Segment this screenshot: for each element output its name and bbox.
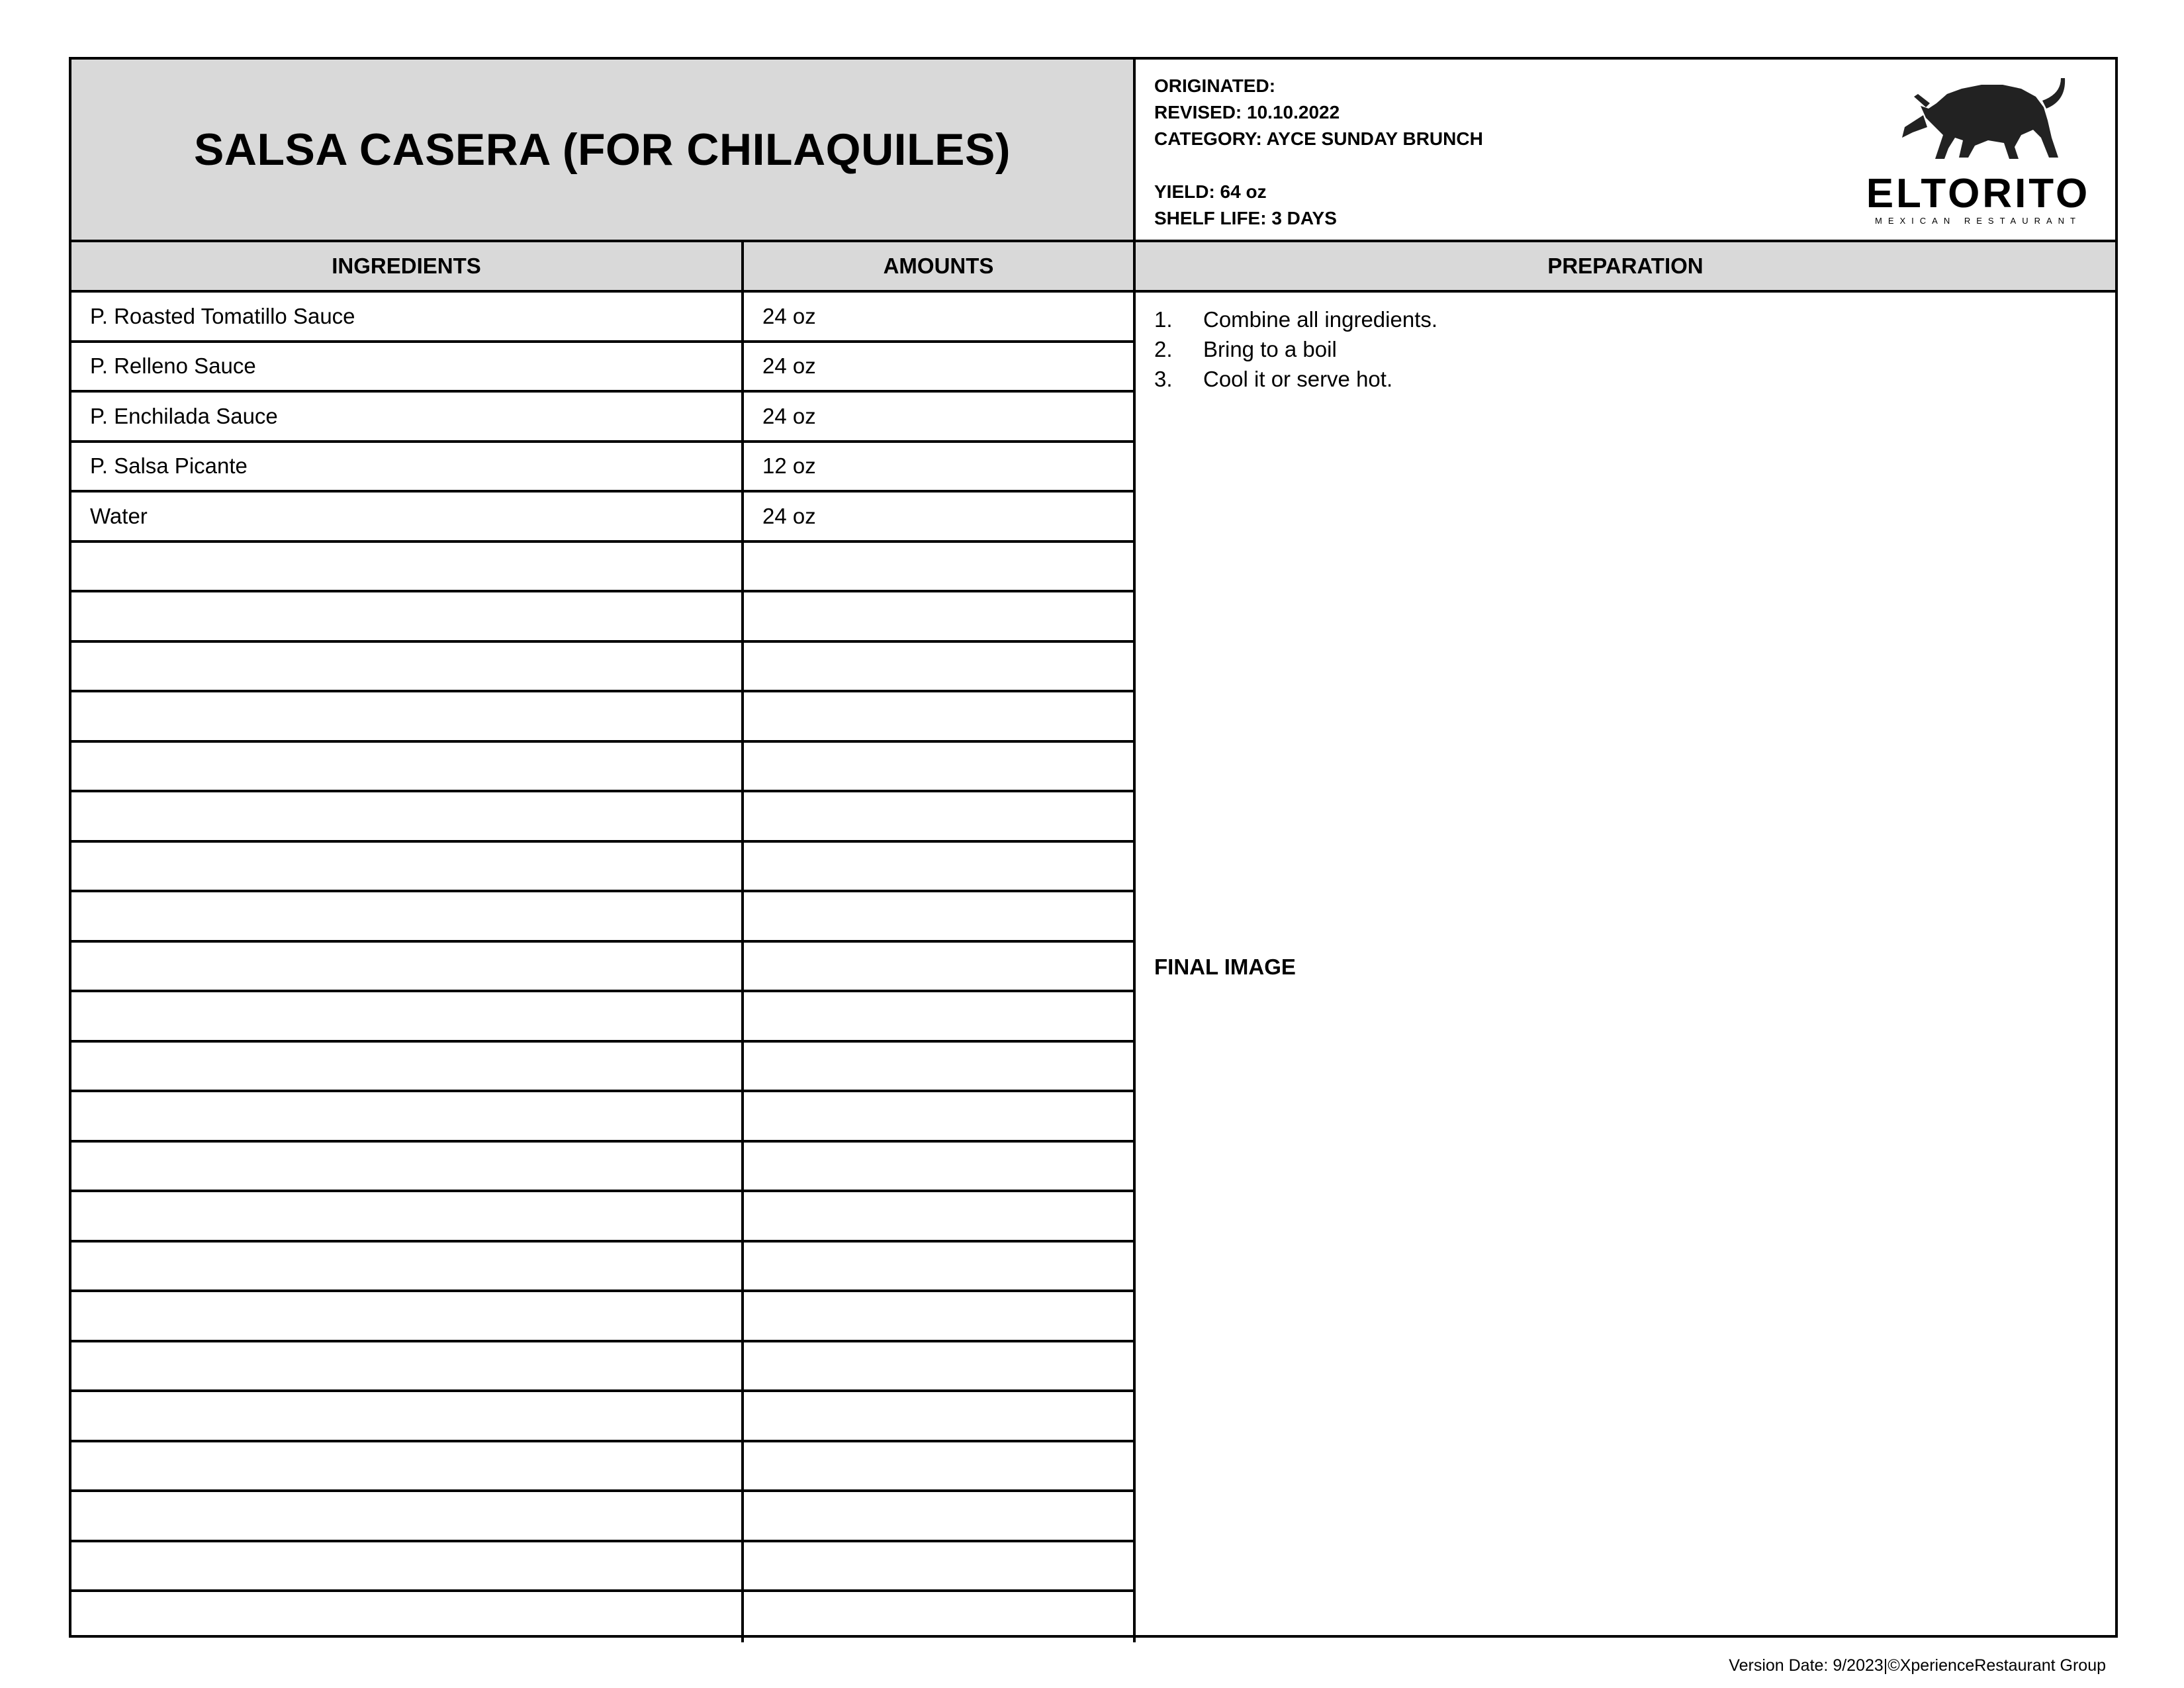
meta-info — [1154, 73, 1483, 232]
ingredient-cell — [71, 1442, 744, 1490]
step-text: Cool it or serve hot. — [1203, 367, 1393, 391]
ingredients-header: INGREDIENTS — [71, 242, 744, 293]
preparation-header: PREPARATION — [1136, 242, 2115, 293]
table-row — [71, 1143, 1136, 1193]
final-image-label: FINAL IMAGE — [1154, 955, 1296, 979]
table-row — [71, 1492, 1136, 1542]
recipe-sheet — [69, 57, 2118, 1638]
ingredients-table — [71, 293, 1136, 1642]
step-text: Bring to a boil — [1203, 337, 1337, 361]
ingredient-cell — [71, 1342, 744, 1390]
amount-cell — [744, 1292, 1136, 1340]
amount-cell: 12 oz — [744, 443, 1136, 491]
bull-icon — [1862, 74, 2094, 173]
ingredient-cell: P. Enchilada Sauce — [71, 393, 744, 440]
ingredient-cell — [71, 792, 744, 840]
amount-cell — [744, 1592, 1136, 1642]
preparation-step — [1154, 334, 1437, 364]
table-row — [71, 843, 1136, 893]
preparation-step — [1154, 305, 1437, 334]
ingredient-cell: Water — [71, 492, 744, 540]
ingredient-cell — [71, 1092, 744, 1140]
ingredient-cell — [71, 1143, 744, 1190]
ingredient-cell — [71, 1292, 744, 1340]
amount-cell: 24 oz — [744, 293, 1136, 340]
category-line: CATEGORY: AYCE SUNDAY BRUNCH — [1154, 128, 1483, 149]
amount-cell: 24 oz — [744, 343, 1136, 391]
amount-cell — [744, 692, 1136, 740]
amount-cell — [744, 543, 1136, 590]
logo-wordmark: ELTORITO — [1866, 171, 2091, 216]
amount-cell: 24 oz — [744, 393, 1136, 440]
amount-cell — [744, 1243, 1136, 1290]
preparation-steps — [1154, 305, 1437, 394]
amount-cell — [744, 643, 1136, 690]
amount-cell — [744, 1492, 1136, 1540]
table-row — [71, 1243, 1136, 1293]
recipe-title: SALSA CASERA (FOR CHILAQUILES) — [194, 124, 1011, 175]
ingredient-cell — [71, 1243, 744, 1290]
ingredient-cell: P. Roasted Tomatillo Sauce — [71, 293, 744, 340]
table-row — [71, 1292, 1136, 1342]
ingredient-cell — [71, 1542, 744, 1590]
step-number: 1. — [1154, 307, 1173, 332]
ingredient-cell — [71, 643, 744, 690]
ingredient-cell — [71, 1192, 744, 1240]
shelf-life-line: SHELF LIFE: 3 DAYS — [1154, 208, 1337, 228]
ingredient-cell — [71, 892, 744, 940]
table-row — [71, 743, 1136, 793]
step-text: Combine all ingredients. — [1203, 307, 1438, 332]
ingredient-cell — [71, 992, 744, 1040]
ingredient-cell — [71, 743, 744, 790]
ingredient-cell: P. Relleno Sauce — [71, 343, 744, 391]
table-row — [71, 1043, 1136, 1093]
amount-cell — [744, 1143, 1136, 1190]
title-cell — [71, 60, 1136, 242]
ingredient-cell — [71, 1592, 744, 1642]
ingredient-cell — [71, 943, 744, 990]
step-number: 2. — [1154, 337, 1173, 361]
ingredient-cell — [71, 1492, 744, 1540]
amount-cell — [744, 1043, 1136, 1090]
amount-cell — [744, 1542, 1136, 1590]
table-row — [71, 492, 1136, 543]
amount-cell — [744, 743, 1136, 790]
amount-cell — [744, 892, 1136, 940]
table-row — [71, 592, 1136, 643]
table-row — [71, 543, 1136, 593]
ingredient-cell: P. Salsa Picante — [71, 443, 744, 491]
logo-subtitle: MEXICAN RESTAURANT — [1875, 216, 2081, 226]
table-row — [71, 1542, 1136, 1593]
table-row — [71, 343, 1136, 393]
el-torito-logo — [1862, 74, 2094, 226]
amount-cell — [744, 1342, 1136, 1390]
amount-cell — [744, 792, 1136, 840]
table-row — [71, 692, 1136, 743]
table-row — [71, 892, 1136, 943]
ingredient-cell — [71, 592, 744, 640]
amount-cell: 24 oz — [744, 492, 1136, 540]
table-row — [71, 293, 1136, 343]
table-row — [71, 1442, 1136, 1493]
meta-cell — [1136, 60, 2115, 242]
amounts-header: AMOUNTS — [744, 242, 1136, 293]
version-footer: Version Date: 9/2023|©XperienceRestaurant Group — [1729, 1656, 2106, 1675]
amount-cell — [744, 1442, 1136, 1490]
revised-line: REVISED: 10.10.2022 — [1154, 102, 1340, 122]
amount-cell — [744, 943, 1136, 990]
amount-cell — [744, 843, 1136, 890]
table-row — [71, 1092, 1136, 1143]
table-row — [71, 792, 1136, 843]
originated-line: ORIGINATED: — [1154, 75, 1276, 96]
table-row — [71, 1592, 1136, 1642]
table-row — [71, 443, 1136, 493]
preparation-step — [1154, 364, 1437, 394]
amount-cell — [744, 1092, 1136, 1140]
amount-cell — [744, 592, 1136, 640]
step-number: 3. — [1154, 367, 1173, 391]
table-row — [71, 943, 1136, 993]
amount-cell — [744, 1192, 1136, 1240]
yield-line: YIELD: 64 oz — [1154, 181, 1267, 202]
table-row — [71, 992, 1136, 1043]
table-row — [71, 1192, 1136, 1243]
table-row — [71, 393, 1136, 443]
table-row — [71, 1392, 1136, 1442]
amount-cell — [744, 1392, 1136, 1440]
ingredient-cell — [71, 543, 744, 590]
ingredient-cell — [71, 1392, 744, 1440]
ingredient-cell — [71, 843, 744, 890]
table-row — [71, 643, 1136, 693]
ingredient-cell — [71, 692, 744, 740]
ingredient-cell — [71, 1043, 744, 1090]
amount-cell — [744, 992, 1136, 1040]
table-row — [71, 1342, 1136, 1393]
preparation-area — [1136, 293, 2115, 1635]
